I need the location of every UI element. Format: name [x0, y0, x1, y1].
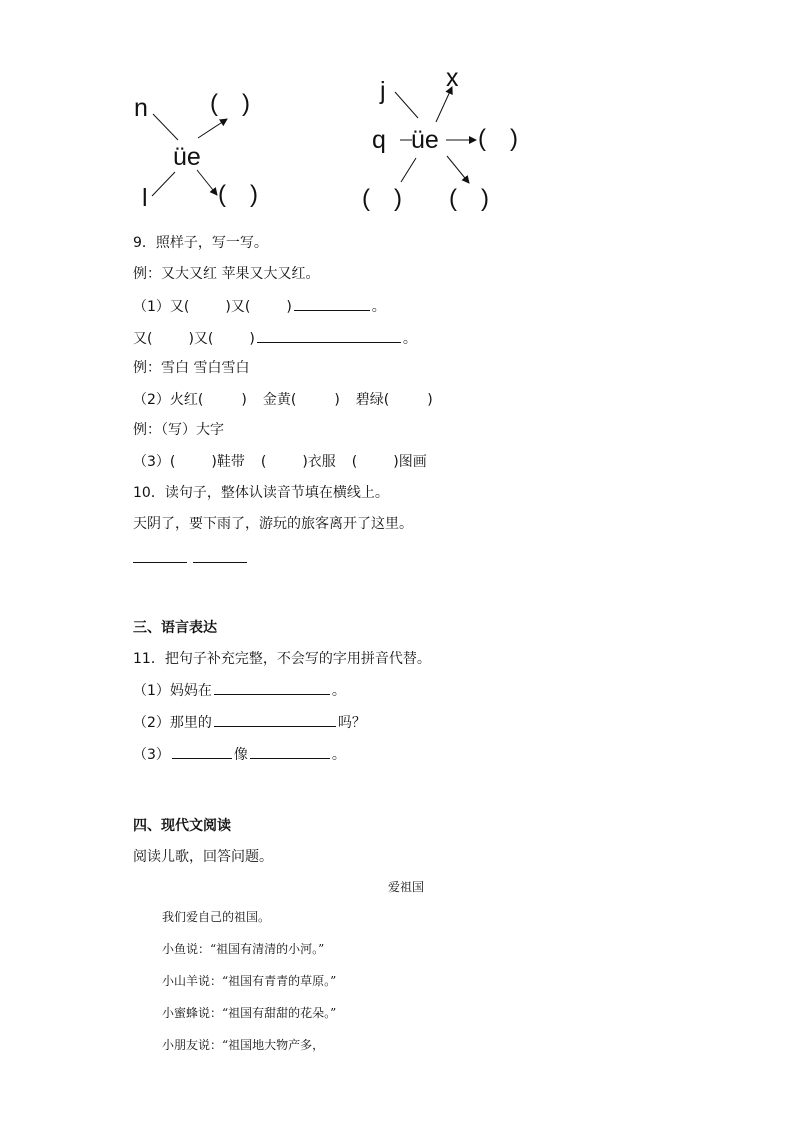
letter-l: l — [142, 184, 148, 212]
blank-paren-2: ( ) — [218, 181, 258, 208]
q9-example-2: 例：雪白 雪白雪白 — [133, 360, 250, 376]
connector-l — [152, 172, 175, 196]
arrow-down-right — [197, 170, 217, 195]
q9-line-1 — [133, 296, 386, 317]
q9-line4-b: )鞋带 — [211, 454, 245, 470]
q9-line4-d: )衣服 — [302, 454, 336, 470]
poem-line: 小山羊说：“祖国有青青的草原。” — [162, 974, 337, 988]
q11-line3-blank-2[interactable] — [250, 744, 330, 759]
q9-line1-end: ) — [286, 299, 292, 315]
blank-paren-5: ( ) — [449, 185, 489, 212]
blank-paren-4: ( ) — [362, 185, 402, 212]
q9-line2-mid: )又( — [188, 331, 214, 347]
q11-line2-a: （2）那里的 — [133, 715, 212, 731]
arrow-up-right — [198, 119, 227, 138]
q9-line2-tail: 。 — [402, 331, 417, 347]
q9-line-4 — [133, 452, 427, 472]
q11-line-2 — [133, 712, 366, 733]
reading-instruction: 阅读儿歌，回答问题。 — [133, 849, 273, 865]
center-ue-1: üe — [173, 143, 201, 171]
q10-answer-blank-1[interactable] — [133, 548, 187, 563]
q9-line-3 — [133, 390, 433, 410]
q9-line1-tail: 。 — [371, 299, 386, 315]
q9-line3-f: ) — [427, 392, 433, 408]
poem-line: 小朋友说：“祖国地大物产多， — [162, 1038, 325, 1052]
q10-answer-blanks — [133, 548, 247, 567]
poem-title: 爱祖国 — [388, 880, 425, 894]
q11-line-1 — [133, 680, 346, 701]
q9-line1-prefix: （1）又( — [133, 299, 190, 315]
q11-line-3 — [133, 744, 346, 765]
connector-down-left — [401, 158, 416, 182]
q11-line1-a: （1）妈妈在 — [133, 683, 212, 699]
section4-heading: 四、现代文阅读 — [133, 818, 231, 834]
q9-line3-e: 碧绿( — [355, 392, 390, 408]
q9-line4-c: ( — [260, 454, 267, 470]
q9-line4-f: )图画 — [393, 454, 427, 470]
q11-line2-blank[interactable] — [214, 712, 336, 727]
connector-j — [395, 92, 418, 118]
q9-example-1: 例：又大又红 苹果又大又红。 — [133, 266, 320, 282]
q9-line-2 — [133, 328, 417, 349]
q11-line2-b: 吗？ — [337, 715, 366, 731]
section3-heading: 三、语言表达 — [133, 620, 217, 636]
q10-answer-blank-2[interactable] — [193, 548, 247, 563]
arrow-down-right-2 — [447, 156, 469, 183]
q11-line1-blank[interactable] — [214, 680, 330, 695]
q9-line4-a: （3）( — [133, 454, 176, 470]
connector-n — [153, 114, 178, 140]
q9-line2-answer-blank[interactable] — [257, 328, 401, 343]
poem-line: 我们爱自己的祖国。 — [162, 910, 271, 924]
q9-line2-end: ) — [249, 331, 255, 347]
q10-title: 10．读句子，整体认读音节填在横线上。 — [133, 485, 389, 501]
q11-line3-blank-1[interactable] — [172, 744, 232, 759]
q9-line3-a: （2）火红( — [133, 392, 204, 408]
q11-line1-b: 。 — [331, 683, 346, 699]
letter-x: x — [446, 64, 459, 92]
letter-q: q — [372, 126, 386, 154]
poem-line: 小蜜蜂说：“祖国有甜甜的花朵。” — [162, 1006, 337, 1020]
q9-line1-mid: )又( — [225, 299, 251, 315]
q9-line2-prefix: 又( — [133, 331, 153, 347]
letter-n: n — [134, 94, 148, 122]
q9-title: 9．照样子，写一写。 — [133, 235, 268, 251]
q11-line3-c: 。 — [331, 747, 346, 763]
q9-line4-e: ( — [351, 454, 358, 470]
blank-paren-1: ( ) — [210, 90, 250, 117]
q9-line3-c: 金黄( — [262, 392, 297, 408]
q11-line3-b: 像 — [233, 747, 248, 763]
center-ue-2: üe — [411, 126, 439, 154]
letter-j: j — [380, 77, 386, 105]
arrow-up-x — [436, 87, 452, 122]
q9-line3-b: ) — [241, 392, 247, 408]
q9-line3-d: ) — [334, 392, 340, 408]
poem-line: 小鱼说：“祖国有清清的小河。” — [162, 942, 325, 956]
q10-sentence: 天阴了，要下雨了，游玩的旅客离开了这里。 — [133, 516, 413, 532]
q9-line1-answer-blank[interactable] — [294, 296, 370, 311]
q9-example-3: 例：（写）大字 — [133, 422, 224, 438]
q11-title: 11．把句子补充完整，不会写的字用拼音代替。 — [133, 651, 431, 667]
q11-line3-a: （3） — [133, 747, 170, 763]
blank-paren-3: ( ) — [478, 125, 518, 152]
